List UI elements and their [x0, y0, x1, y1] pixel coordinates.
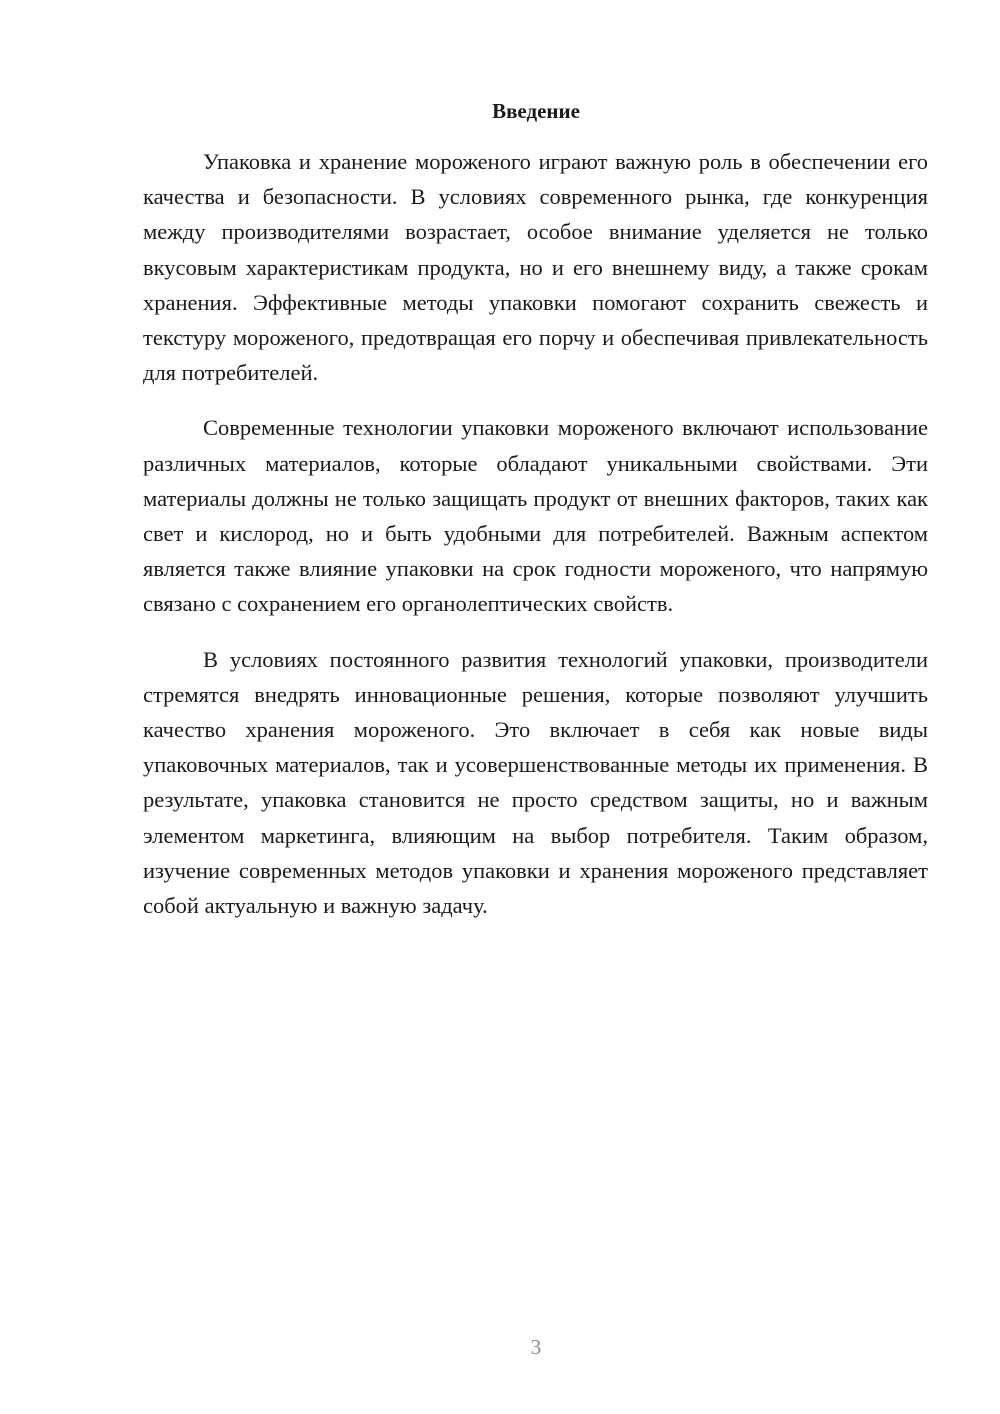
page-number: 3	[530, 1335, 542, 1359]
paragraph-1: Упаковка и хранение мороженого играют важную роль в обеспечении его качества и безопасности. В условиях современного рынка, где конкуренция между производителями возрастает, особое внимание уделяется не только вкусовым характеристикам продукта, но и его внешнему виду, а также срокам хранения. Эффективные методы упаковки помогают сохранить свежесть и текстуру мороженого, предотвращая его порчу и обеспечивая привлекательность для потребителей.	[143, 149, 928, 386]
paragraph-2: Современные технологии упаковки мороженого включают использование различных материалов, которые обладают уникальными свойствами. Эти материалы должны не только защищать продукт от внешних факторов, таких как свет и кислород, но и быть удобными для потребителей. Важным аспектом является также влияние упаковки на срок годности мороженого, что напрямую связано с сохранением его органолептических свойств.	[143, 415, 928, 617]
section-title: Введение	[492, 99, 580, 123]
body-text	[143, 144, 928, 943]
paragraph-3: В условиях постоянного развития технологий упаковки, производители стремятся внедрять инновационные решения, которые позволяют улучшить качество хранения мороженого. Это включает в себя как новые виды упаковочных материалов, так и усовершенствованные методы их применения. В результате, упаковка становится не просто средством защиты, но и важным элементом маркетинга, влияющим на выбор потребителя. Таким образом, изучение современных методов упаковки и хранения мороженого представляет собой актуальную и важную задачу.	[143, 646, 928, 919]
